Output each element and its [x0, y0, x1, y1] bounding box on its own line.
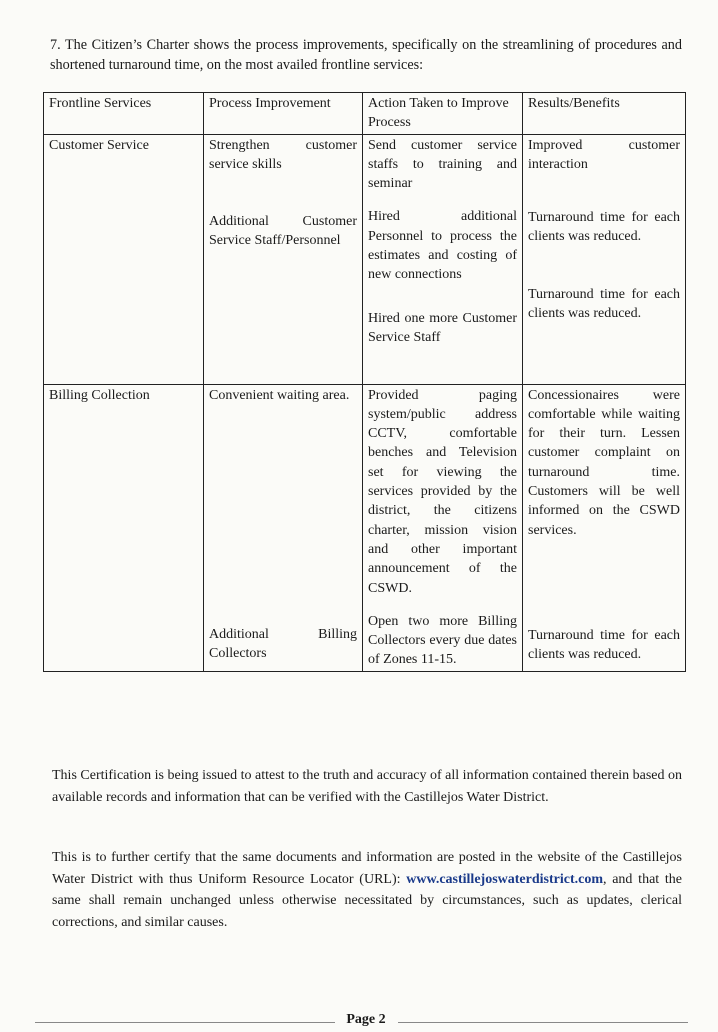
page-number: Page 2	[346, 1012, 386, 1027]
service-cell	[44, 384, 204, 671]
improvement-cell	[204, 134, 363, 384]
action-item: Hired additional Personnel to process the estimates and costing of new connections	[368, 209, 517, 283]
action-cell	[363, 384, 523, 671]
certification-text: This is to further certify that the same documents and information are posted in the website of the Castillejos Water District with thus Uniform Resource Locator (URL):	[52, 850, 682, 887]
result-cell	[523, 134, 686, 384]
website-certification-paragraph	[52, 847, 682, 933]
intro-paragraph: 7. The Citizen’s Charter shows the process improvements, specifically on the streamlining of procedures and shortened turnaround time, on the most availed frontline services:	[50, 37, 682, 73]
action-item: Provided paging system/public address CCTV, comfortable benches and Television set for viewing the services provided by the district, the citizens charter, mission vision and other important announcement of the CSWD.	[368, 387, 517, 596]
result-item: Concessionaires were comfortable while waiting for their turn. Lessen customer complaint on turnaround time. Customers will be well informed on the CSWD services.	[528, 387, 680, 538]
website-url-link[interactable]: www.castillejoswaterdistrict.com	[406, 871, 603, 887]
improvement-item: Additional Customer Service Staff/Personnel	[209, 214, 357, 249]
action-item: Open two more Billing Collectors every due dates of Zones 11-15.	[368, 613, 517, 668]
result-item: Turnaround time for each clients was reduced.	[528, 627, 680, 663]
footer-rule	[35, 1022, 335, 1023]
service-cell	[44, 134, 204, 384]
table-header-row	[44, 93, 686, 135]
improvement-item: Additional Billing Collectors	[209, 626, 357, 662]
header-action-taken: Action Taken to Improve Process	[363, 93, 523, 135]
result-cell	[523, 384, 686, 671]
citizens-charter-table	[43, 92, 686, 672]
footer-rule	[398, 1022, 688, 1023]
header-results-benefits: Results/Benefits	[523, 93, 686, 135]
action-item: Send customer service staffs to training and seminar	[368, 137, 517, 192]
certification-text: , and that the same shall remain unchanged unless otherwise necessitated by circumstances, such as updates, clerical corrections, and similar causes.	[52, 871, 683, 930]
table-row	[44, 134, 686, 384]
page-footer	[0, 1012, 718, 1032]
header-frontline-services: Frontline Services	[44, 93, 204, 135]
improvement-cell	[204, 384, 363, 671]
action-item: Hired one more Customer Service Staff	[368, 310, 517, 345]
service-name: Customer Service	[49, 137, 149, 153]
certification-paragraph: This Certification is being issued to attest to the truth and accuracy of all information contained therein based on available records and information that can be verified with the Castillejos Water District.	[52, 768, 682, 805]
header-process-improvement: Process Improvement	[204, 93, 363, 135]
improvement-item: Convenient waiting area.	[209, 387, 350, 403]
action-cell	[363, 134, 523, 384]
table-row	[44, 384, 686, 671]
result-item: Improved customer interaction	[528, 137, 680, 172]
result-item: Turnaround time for each clients was reduced.	[528, 210, 680, 245]
result-item: Turnaround time for each clients was reduced.	[528, 286, 680, 322]
improvement-item: Strengthen customer service skills	[209, 137, 357, 172]
service-name: Billing Collection	[49, 387, 150, 403]
